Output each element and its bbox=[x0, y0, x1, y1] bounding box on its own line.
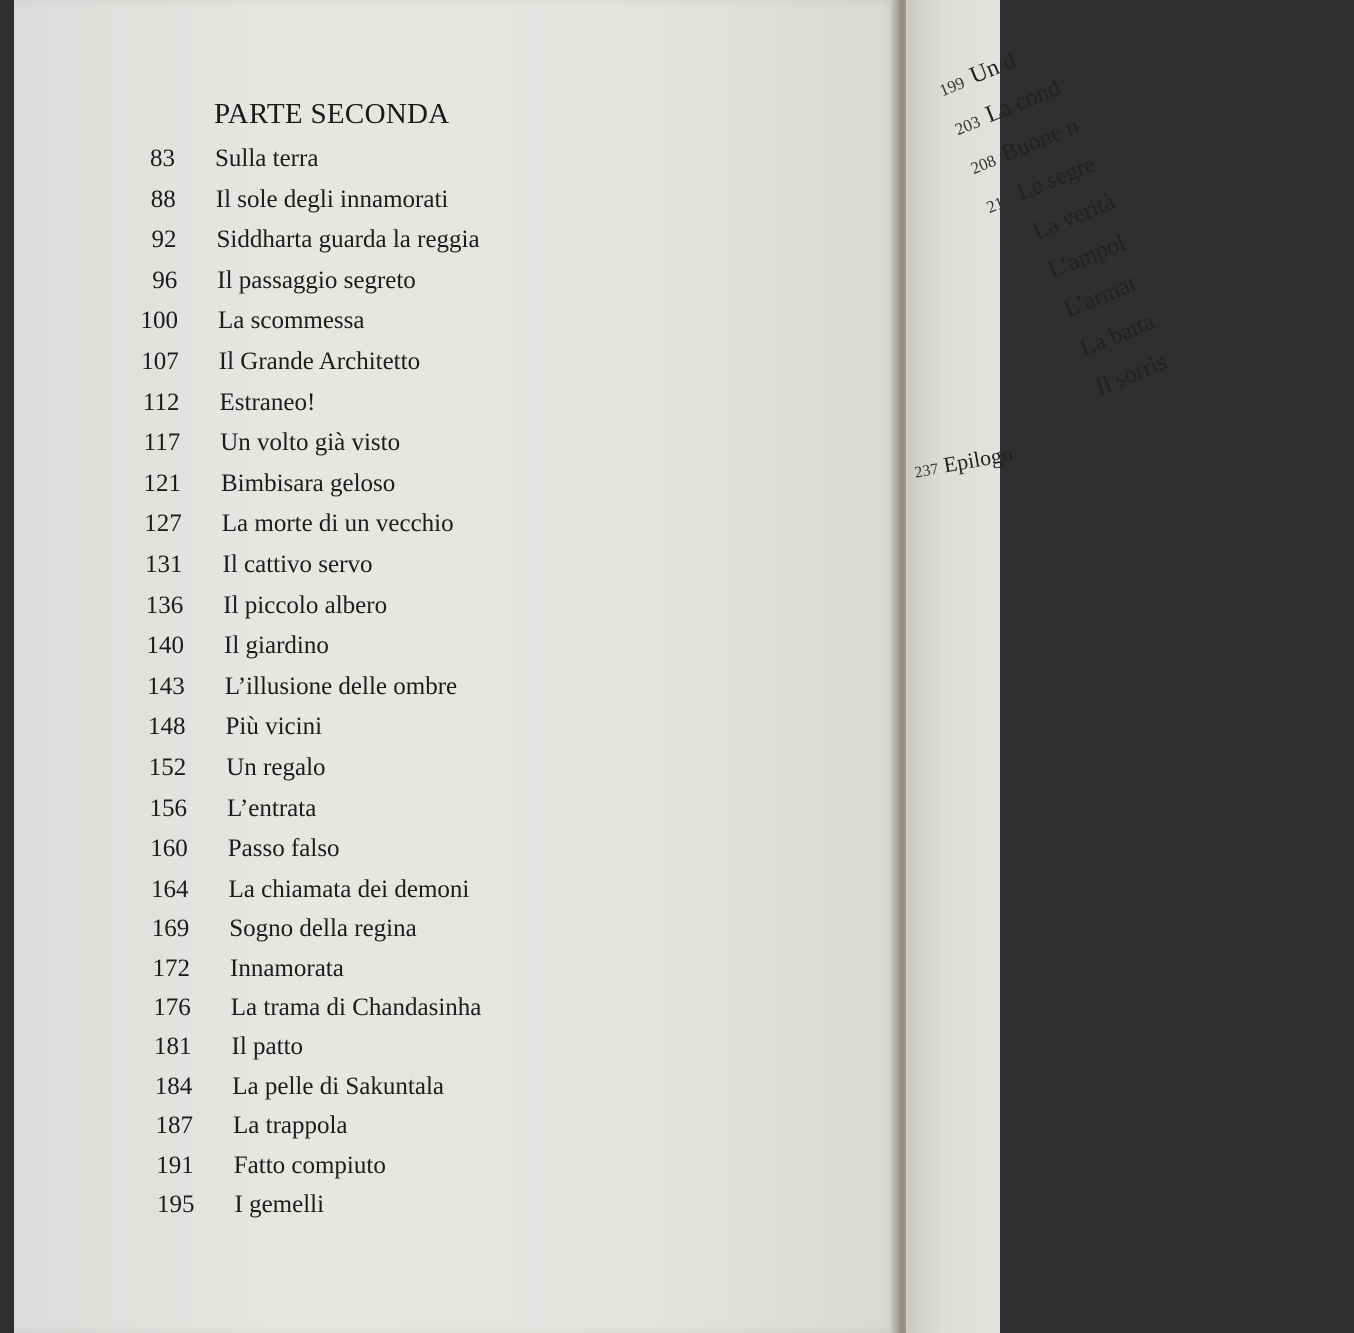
toc-page-number: 172 bbox=[152, 954, 190, 982]
right-toc-page-number: 211 bbox=[983, 190, 1014, 217]
right-toc-title: Il sorris bbox=[1092, 348, 1171, 401]
toc-title: Un volto già visto bbox=[220, 429, 401, 457]
toc-page-number: 131 bbox=[145, 551, 183, 578]
toc-title: Passo falso bbox=[227, 835, 340, 863]
toc-page-number: 88 bbox=[150, 185, 176, 213]
toc-title: Più vicini bbox=[225, 713, 323, 741]
toc-title: I gemelli bbox=[234, 1191, 325, 1218]
toc-page-number: 169 bbox=[151, 915, 190, 943]
section-heading: PARTE SECONDA bbox=[214, 98, 450, 130]
toc-title: La morte di un vecchio bbox=[221, 510, 454, 538]
toc-title: Il passaggio segreto bbox=[217, 266, 416, 294]
toc-title: Il cattivo servo bbox=[222, 551, 373, 578]
toc-title: La trappola bbox=[233, 1112, 348, 1140]
toc-page-number: 195 bbox=[157, 1191, 195, 1218]
right-page bbox=[906, 0, 1171, 1333]
epilogue-title: Epilogo bbox=[941, 440, 1015, 478]
right-toc-title: Le segre bbox=[1013, 151, 1100, 207]
toc-title: Estraneo! bbox=[219, 388, 316, 416]
right-toc-title: Un d bbox=[966, 47, 1020, 90]
right-toc-page-number: 228 bbox=[1046, 345, 1078, 373]
toc-page-number: 83 bbox=[150, 145, 175, 172]
toc-title: Il piccolo albero bbox=[223, 591, 388, 619]
toc-title: La scommessa bbox=[218, 307, 365, 335]
right-toc-title: L’armat bbox=[1060, 270, 1140, 323]
toc-page-number: 92 bbox=[151, 226, 177, 254]
right-toc-page-number: 234 bbox=[1062, 384, 1094, 412]
toc-page-number: 140 bbox=[146, 632, 184, 660]
toc-title: L’illusione delle ombre bbox=[224, 672, 458, 700]
right-toc-page-number: 217 bbox=[999, 228, 1031, 256]
toc-page-number: 187 bbox=[155, 1112, 193, 1140]
toc-title: Sogno della regina bbox=[229, 915, 417, 943]
toc-title: Innamorata bbox=[230, 954, 344, 982]
toc-title: La trama di Chandasinha bbox=[230, 994, 482, 1021]
right-toc-title: La verità bbox=[1029, 188, 1119, 246]
toc-title: Siddharta guarda la reggia bbox=[216, 226, 480, 254]
toc-page-number: 152 bbox=[148, 754, 187, 781]
toc-page-number: 112 bbox=[142, 388, 180, 416]
toc-page-number: 184 bbox=[154, 1072, 193, 1100]
toc-page-number: 107 bbox=[141, 348, 179, 375]
toc-title: Il Grande Architetto bbox=[218, 348, 421, 375]
toc-title: Un regalo bbox=[226, 754, 326, 781]
right-toc-page-number: 203 bbox=[952, 111, 984, 140]
right-toc-page-number: 208 bbox=[968, 150, 999, 179]
toc-title: La chiamata dei demoni bbox=[228, 875, 470, 903]
epilogue-page-number: 237 bbox=[913, 460, 940, 482]
right-toc-title: L’ampol bbox=[1044, 229, 1130, 284]
toc-page-number: 96 bbox=[152, 266, 178, 294]
toc-page-number: 160 bbox=[150, 835, 188, 863]
toc-page-number: 181 bbox=[154, 1033, 192, 1061]
right-toc-page-number: 224 bbox=[1030, 306, 1062, 334]
toc-page-number: 156 bbox=[149, 794, 187, 822]
toc-page-number: 164 bbox=[151, 875, 189, 903]
toc-title: L’entrata bbox=[227, 794, 317, 822]
toc-page-number: 136 bbox=[145, 591, 184, 619]
right-toc-list bbox=[935, 0, 1354, 428]
right-toc-title: La batta bbox=[1076, 308, 1159, 362]
toc-page-number: 143 bbox=[147, 672, 185, 700]
right-toc-page-number: 220 bbox=[1015, 267, 1046, 295]
toc-page-number: 148 bbox=[148, 713, 186, 741]
toc-page-number: 127 bbox=[144, 510, 182, 538]
toc-title: Bimbisara geloso bbox=[221, 469, 396, 497]
toc-page-number: 117 bbox=[143, 429, 181, 457]
left-page bbox=[14, 0, 898, 1333]
toc-title: Il patto bbox=[231, 1033, 304, 1061]
toc-title: La pelle di Sakuntala bbox=[232, 1072, 444, 1100]
toc-title: Il giardino bbox=[224, 632, 329, 660]
toc-page-number: 121 bbox=[143, 469, 181, 497]
toc-title: Sulla terra bbox=[215, 145, 319, 172]
right-toc-title: La cond bbox=[981, 74, 1064, 129]
toc-page-number: 100 bbox=[140, 307, 178, 335]
right-toc-page-number: 199 bbox=[936, 73, 968, 101]
toc-title: Il sole degli innamorati bbox=[215, 185, 449, 213]
toc-page-number: 176 bbox=[153, 994, 191, 1021]
toc-title: Fatto compiuto bbox=[233, 1151, 386, 1179]
toc-page-number: 191 bbox=[156, 1151, 194, 1179]
right-toc-title: Buone n bbox=[997, 112, 1083, 168]
